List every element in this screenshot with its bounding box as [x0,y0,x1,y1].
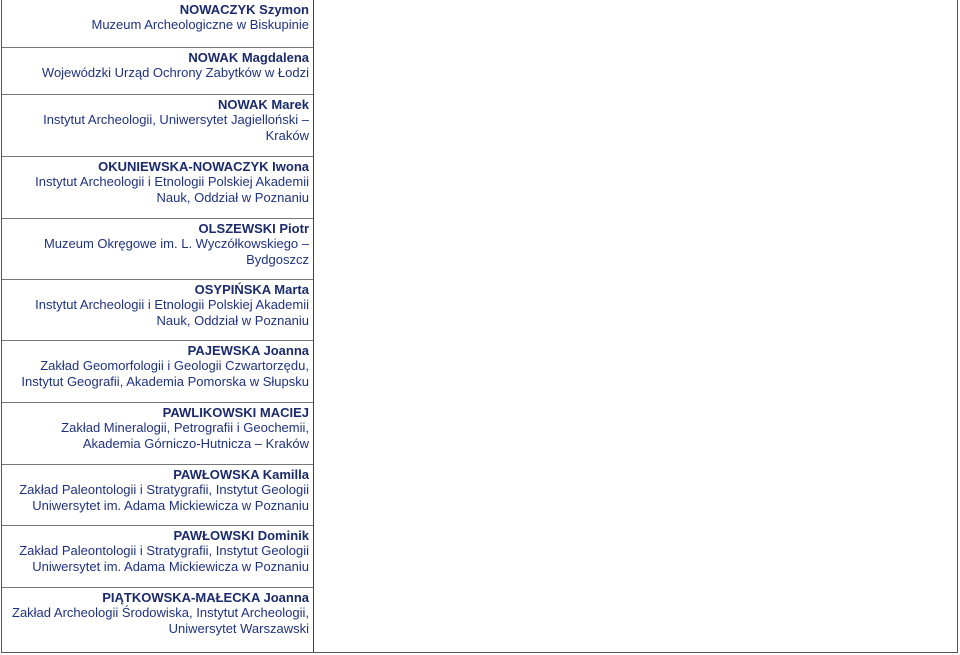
participant-name: PAJEWSKA Joanna [187,343,309,358]
list-item [2,48,313,95]
list-item [2,280,313,341]
participant-institution: Zakład Archeologii Środowiska, Instytut Archeologii, Uniwersytet Warszawski [12,605,309,636]
participant-institution: Zakład Mineralogii, Petrografii i Geochemii, Akademia Górniczo-Hutnicza – Kraków [61,420,309,451]
list-item [2,0,313,48]
list-item [2,465,313,526]
participant-name: PIĄTKOWSKA-MAŁECKA Joanna [102,590,309,605]
list-item [2,95,313,157]
list-item [2,588,313,653]
participant-name: NOWAK Marek [217,97,309,112]
participant-institution: Zakład Paleontologii i Stratygrafii, Instytut Geologii Uniwersytet im. Adama Mickiewicza w Poznaniu [19,543,309,574]
list-item [2,219,313,280]
participant-name: OLSZEWSKI Piotr [198,221,309,236]
participant-name: PAWLIKOWSKI MACIEJ [162,405,309,420]
participant-institution: Instytut Archeologii i Etnologii Polskiej Akademii Nauk, Oddział w Poznaniu [35,297,309,328]
column-divider [313,0,314,652]
participant-institution: Instytut Archeologii, Uniwersytet Jagielloński – Kraków [43,112,309,143]
participant-institution: Instytut Archeologii i Etnologii Polskiej Akademii Nauk, Oddział w Poznaniu [35,174,309,205]
participant-name: PAWŁOWSKI Dominik [173,528,309,543]
list-item [2,341,313,403]
list-item [2,526,313,588]
participant-institution: Zakład Geomorfologii i Geologii Czwartorzędu, Instytut Geografii, Akademia Pomorska w Słupsku [21,358,309,389]
participant-institution: Wojewódzki Urząd Ochrony Zabytków w Łodzi [41,65,309,81]
participant-name: OSYPIŃSKA Marta [194,282,309,297]
participant-institution: Muzeum Archeologiczne w Biskupinie [91,17,309,33]
participant-institution: Muzeum Okręgowe im. L. Wyczółkowskiego – Bydgoszcz [43,236,309,267]
participant-institution: Zakład Paleontologii i Stratygrafii, Instytut Geologii Uniwersytet im. Adama Mickiewicza w Poznaniu [19,482,309,513]
document-page [1,0,958,653]
participant-name: NOWACZYK Szymon [179,2,309,17]
participant-name: PAWŁOWSKA Kamilla [173,467,309,482]
list-item [2,157,313,219]
list-item [2,403,313,465]
participant-list [2,0,313,653]
participant-name: OKUNIEWSKA-NOWACZYK Iwona [98,159,309,174]
participant-name: NOWAK Magdalena [188,50,309,65]
